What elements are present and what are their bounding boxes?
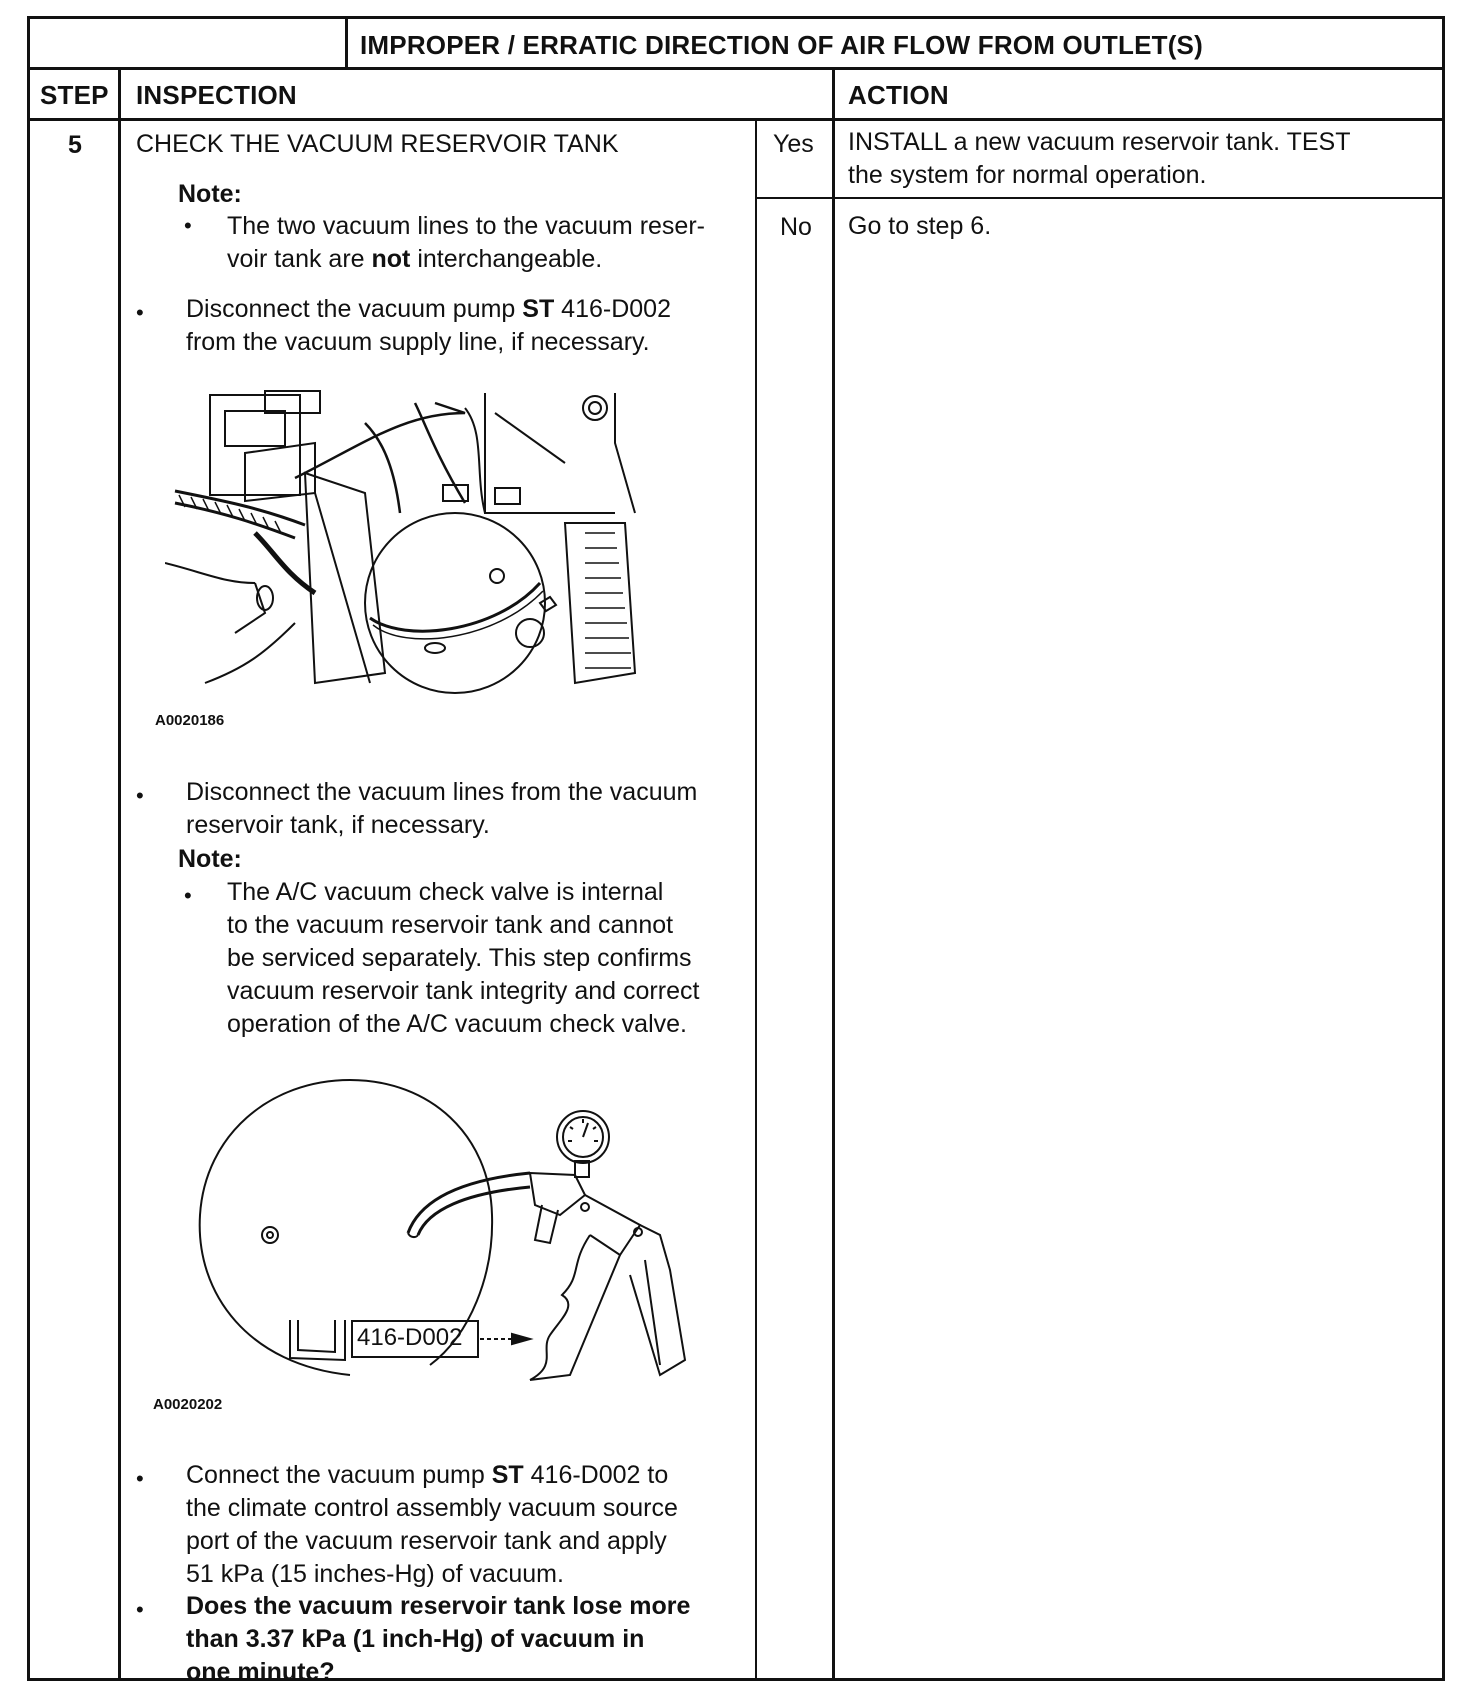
no-action: Go to step 6. xyxy=(848,212,992,240)
figure1-id: A0020186 xyxy=(155,712,225,729)
bullet2-text: Disconnect the vacuum lines from the vacuum reservoir tank, if necessary. xyxy=(186,778,698,839)
note2-text: The A/C vacuum check valve is internal to the vacuum reservoir tank and cannot be serviced separately. This step confirms vacuum reservoir tank integrity and correct operation of the A/C vacuum check valve. xyxy=(227,878,700,1038)
no-label: No xyxy=(780,213,812,241)
note1-bullet: • xyxy=(184,213,192,238)
vacuum-reservoir-engine-illustration xyxy=(165,383,685,728)
note2-bullet: • xyxy=(184,883,192,908)
tool-label: 416-D002 xyxy=(357,1324,463,1351)
step-number: 5 xyxy=(68,131,82,159)
yes-label: Yes xyxy=(773,130,814,158)
bullet3-text: Connect the vacuum pump ST 416-D002 to the climate control assembly vacuum source port of the vacuum reservoir tank and apply 51 kPa (15 inches-Hg) of vacuum. xyxy=(186,1461,678,1588)
bullet2-dot: • xyxy=(136,783,144,808)
note2-label: Note: xyxy=(178,845,242,873)
bullet1-dot: • xyxy=(136,300,144,325)
note1-text: The two vacuum lines to the vacuum reser- voir tank are not interchangeable. xyxy=(227,212,705,273)
step-title: CHECK THE VACUUM RESERVOIR TANK xyxy=(136,130,619,158)
figure2-id: A0020202 xyxy=(153,1396,223,1413)
step-header: STEP xyxy=(40,80,109,110)
bullet4-dot: • xyxy=(136,1597,144,1622)
bullet4-question: Does the vacuum reservoir tank lose more than 3.37 kPa (1 inch-Hg) of vacuum in one minute? xyxy=(186,1592,691,1686)
table-title: IMPROPER / ERRATIC DIRECTION OF AIR FLOW FROM OUTLET(S) xyxy=(360,30,1203,60)
yes-action: INSTALL a new vacuum reservoir tank. TEST the system for normal operation. xyxy=(848,128,1351,189)
bullet3-dot: • xyxy=(136,1466,144,1491)
bullet1-text: Disconnect the vacuum pump ST 416-D002 from the vacuum supply line, if necessary. xyxy=(186,295,671,356)
inspection-header: INSPECTION xyxy=(136,80,297,110)
note-label: Note: xyxy=(178,180,242,208)
action-header: ACTION xyxy=(848,80,949,110)
